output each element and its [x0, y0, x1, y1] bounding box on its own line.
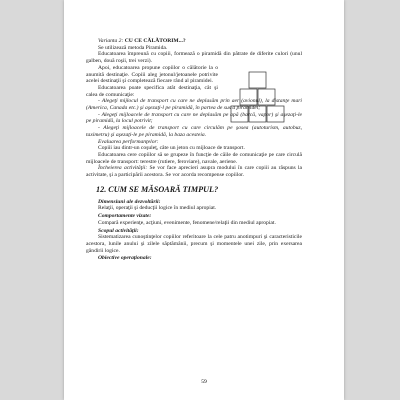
paragraph: Se utilizează metoda Piramida.: [98, 44, 168, 51]
book-page: [64, 0, 344, 400]
paragraph: Educatoarea cere copiilor să se grupeze în funcţie de căile de comunicaţie pe care circulă mijloacele de transport: terestre (rutiere, feroviare), navale, aeriene.: [86, 151, 302, 165]
purpose-title: Scopul activităţii:: [98, 227, 139, 234]
page-content: [86, 38, 302, 262]
variant-label: Varianta 2:: [98, 38, 125, 44]
variant-title: CU CE CĂLĂTORIM...?: [124, 38, 186, 44]
ending-text: Se vor face aprecieri asupra modului în care copiii au răspuns la activitate, şi a participării acestora. Se vor acorda recompense copiilor.: [86, 165, 302, 179]
paragraph: Sistematizarea cunoştinţelor copiilor referitoare la cele patru anotimpuri şi caracteristicile acestora, lunile anului şi zilele săptămânii, precum şi momentele unei zile, prin exersarea gândirii logice.: [86, 234, 302, 254]
bullet-text: Alegeţi mijloacele de transport cu care circulăm pe şosea (autoturism, autobuz, taximetru) şi aşezaţi-le pe piramidă, la baza acesteia.: [86, 125, 302, 138]
bullet-text: Alegeţi mijloacele de transport cu care ne deplasăm pe apă (barcă, vapor) şi aşezaţi-le pe piramidă, la locul potrivit;: [86, 111, 302, 125]
evaluation-title: Evaluarea performanţelor:: [98, 138, 159, 145]
paragraph: Relaţii, operaţii şi deducţii logice în mediul apropiat.: [98, 205, 217, 212]
behavior-title: Comportamente vizate:: [98, 213, 152, 220]
bullet-item: - Alegeţi mijlocul de transport cu care ne deplasăm prin aer (avionul), la distanţe mari (America, Canada etc.) şi aşezaţi-l pe piramidă, în partea de sus a piramidei;: [86, 98, 302, 112]
paragraph: Apoi, educatoarea propune copiilor o călătorie la o anumită destinaţie. Copiii aleg jetonul/jetoanele potrivite acelei destinaţii şi completează fiecare rând al piramidei.: [86, 64, 218, 85]
paragraph: Copiii iau dintr-un coşuleţ, câte un jeton cu mijloace de transport.: [98, 145, 245, 152]
ending-paragraph: [86, 165, 302, 178]
variant-heading: [86, 38, 302, 45]
paragraph: Educatoarea poate specifica atât destinaţia, cât şi calea de comunicaţie:: [86, 84, 218, 98]
paragraph: Educatoarea împreună cu copiii, formează o piramidă din pătrate de diferite culori (unul galben, două roşii, trei verzi).: [86, 51, 302, 65]
bullet-item: - Alegeţi mijloacele de transport cu care ne deplasăm pe apă (barcă, vapor) şi aşezaţi-le pe piramidă, la locul potrivit;: [86, 111, 302, 125]
section-title: 12. CUM SE MĂSOARĂ TIMPUL?: [96, 184, 219, 194]
bullet-text: Alegeţi mijlocul de transport cu care ne deplasăm prin aer (avionul), la distanţe mari (America, Canada etc.) şi aşezaţi-l pe piramidă, în partea de sus a piramidei;: [86, 98, 302, 112]
page-number: 59: [201, 379, 207, 385]
paragraph: Compară experienţe, acţiuni, evenimente, fenomene/relaţii din mediul apropiat.: [98, 219, 276, 226]
dimension-title: Dimensiuni ale dezvoltării:: [98, 198, 161, 205]
objectives-title: Obiective operaţionale:: [98, 255, 152, 262]
ending-label: Încheierea activităţii:: [98, 165, 148, 172]
bullet-item: - Alegeţi mijloacele de transport cu care circulăm pe şosea (autoturism, autobuz, taximetru) şi aşezaţi-le pe piramidă, la baza acesteia.: [86, 125, 302, 138]
